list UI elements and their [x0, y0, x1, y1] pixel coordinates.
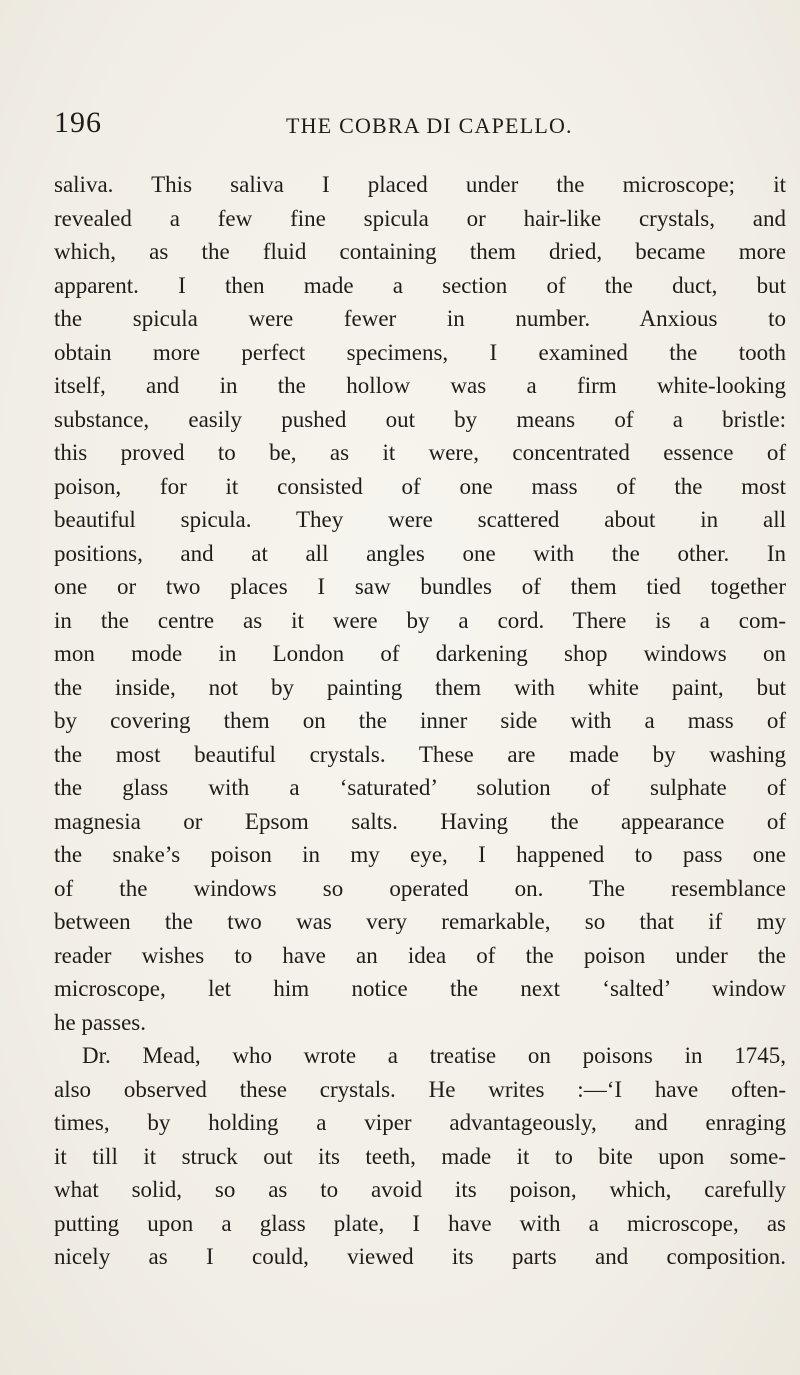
text-line: in the centre as it were by a cord. There is a com-	[54, 607, 786, 633]
text-line: times, by holding a viper advantageously, and enraging	[54, 1110, 786, 1135]
text-line: reader wishes to have an idea of the poison under the	[54, 942, 786, 968]
text-line: of the windows so operated on. The resemblance	[54, 875, 786, 901]
text-line: the most beautiful crystals. These are made by washing	[54, 741, 786, 767]
text-line: the snake’s poison in my eye, I happened to pass one	[54, 842, 786, 867]
text-line: one or two places I saw bundles of them tied together	[54, 574, 786, 599]
text-line: this proved to be, as it were, concentrated essence of	[54, 440, 786, 465]
text-line: by covering them on the inner side with a mass of	[54, 708, 786, 733]
text-line: obtain more perfect specimens, I examined the tooth	[54, 339, 786, 365]
text-line: also observed these crystals. He writes :—‘I have often-	[54, 1076, 786, 1102]
running-title: THE COBRA DI CAPELLO.	[286, 113, 573, 138]
text-line: saliva. This saliva I placed under the microscope; it	[54, 172, 786, 197]
text-line: revealed a few fine spicula or hair-like crystals, and	[54, 205, 786, 231]
page-number: 196	[54, 106, 102, 139]
text-line: which, as the fluid containing them dried, became more	[54, 239, 786, 264]
text-line: substance, easily pushed out by means of a bristle:	[54, 406, 786, 432]
text-line: the spicula were fewer in number. Anxious to	[54, 306, 786, 331]
text-line: mon mode in London of darkening shop windows on	[54, 641, 786, 666]
body-text	[54, 168, 786, 1274]
text-line: magnesia or Epsom salts. Having the appearance of	[54, 808, 786, 834]
paragraph	[54, 1039, 786, 1274]
page-header	[54, 108, 754, 148]
text-line: positions, and at all angles one with the other. In	[54, 540, 786, 566]
text-line: between the two was very remarkable, so that if my	[54, 909, 786, 934]
text-line: microscope, let him notice the next ‘salted’ window	[54, 976, 786, 1001]
text-line: the inside, not by painting them with white paint, but	[54, 674, 786, 700]
text-line: he passes.	[54, 1009, 146, 1035]
paragraph	[54, 168, 786, 1039]
text-line: it till it struck out its teeth, made it to bite upon some-	[54, 1143, 786, 1169]
text-line: poison, for it consisted of one mass of the most	[54, 473, 786, 499]
text-line: beautiful spicula. They were scattered about in all	[54, 507, 786, 532]
text-line: what solid, so as to avoid its poison, which, carefully	[54, 1177, 786, 1202]
text-line: itself, and in the hollow was a firm white-looking	[54, 373, 786, 398]
text-line: Dr. Mead, who wrote a treatise on poisons in 1745,	[82, 1043, 786, 1068]
text-line: putting upon a glass plate, I have with a microscope, as	[54, 1210, 786, 1236]
text-line: nicely as I could, viewed its parts and composition.	[54, 1244, 786, 1269]
text-line: the glass with a ‘saturated’ solution of sulphate of	[54, 775, 786, 800]
text-line: apparent. I then made a section of the duct, but	[54, 272, 786, 298]
